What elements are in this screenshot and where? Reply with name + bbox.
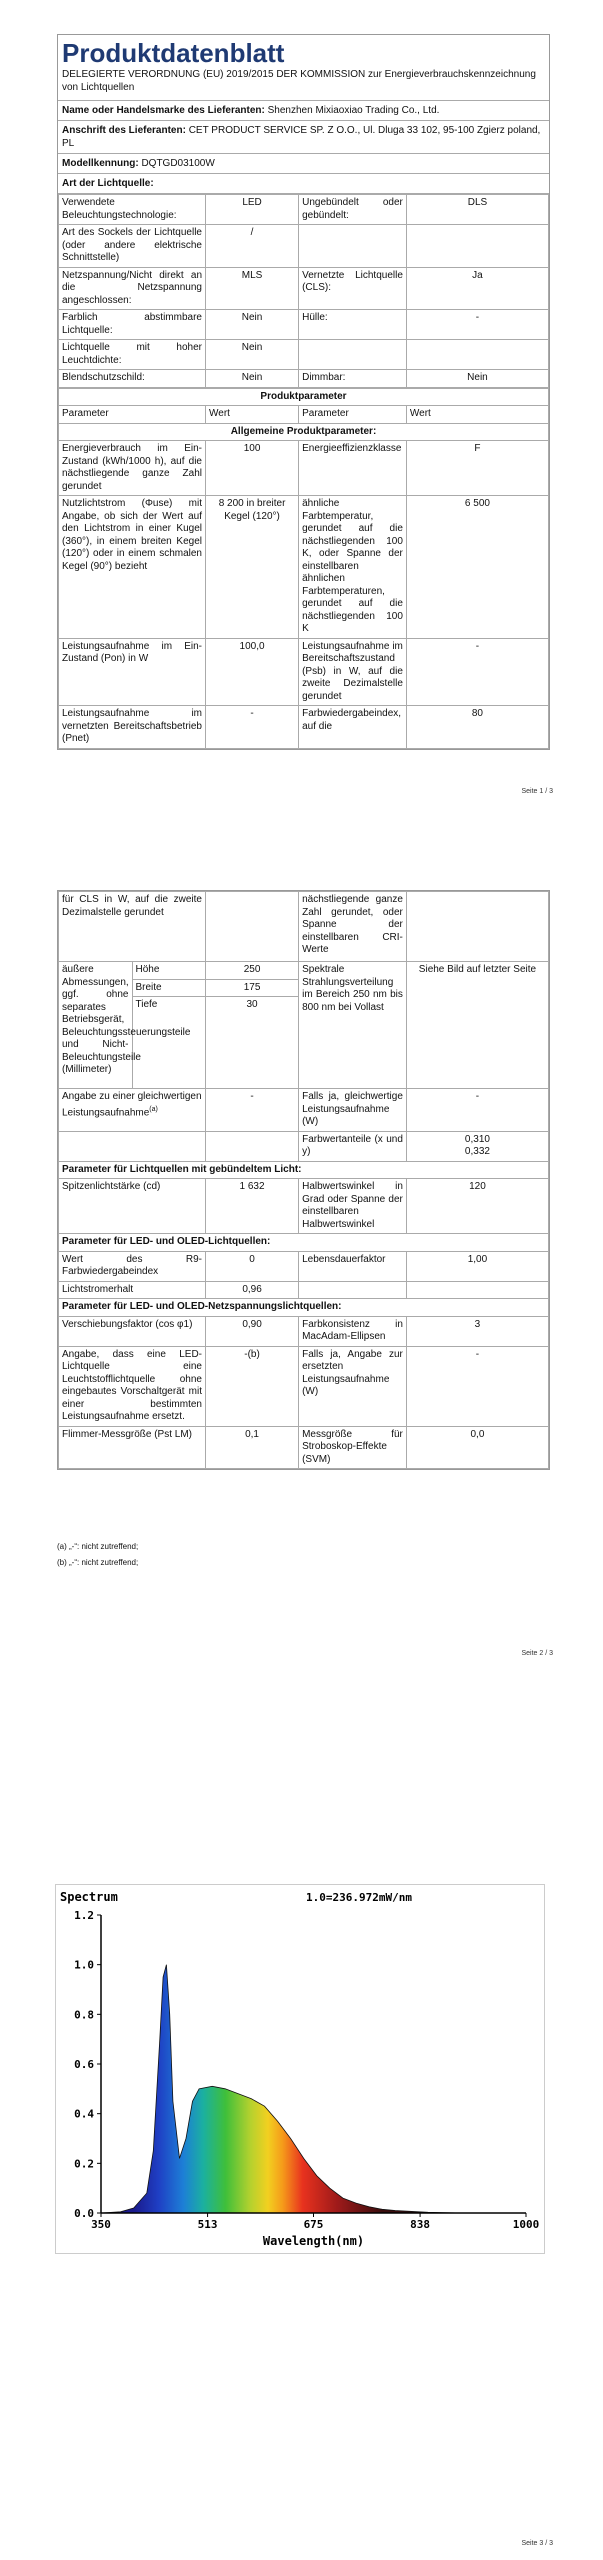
param-label: Leistungsaufnahme im Ein-Zustand (Pon) in W [59, 638, 206, 706]
param-label: Farblich abstimmbare Lichtquelle: [59, 310, 206, 340]
param-label: Messgröße für Stroboskop-Effekte (SVM) [299, 1426, 407, 1469]
param-value: - [406, 1346, 548, 1426]
param-label: Ungebündelt oder gebündelt: [299, 195, 407, 225]
param-value: Ja [406, 267, 548, 310]
param-label: Dimmbar: [299, 370, 407, 388]
param-value: LED [206, 195, 299, 225]
model-line: Modellkennung: DQTGD03100W [58, 154, 549, 174]
table-row [59, 638, 549, 706]
regulation-text: DELEGIERTE VERORDNUNG (EU) 2019/2015 DER KOMMISSION zur Energieverbrauchskennzeichnung von Lichtquellen [62, 69, 536, 93]
param-value: 1,00 [406, 1251, 548, 1281]
table-row [59, 310, 549, 340]
table-row [59, 1426, 549, 1469]
param-value: 6 500 [406, 496, 548, 639]
peak-intensity-value: 1 632 [206, 1179, 299, 1234]
peak-intensity-label: Spitzenlichtstärke (cd) [59, 1179, 206, 1234]
section-product-params: Produktparameter [59, 388, 549, 406]
table-row [59, 441, 549, 496]
param-label: Energieeffizienzklasse [299, 441, 407, 496]
chart-annotation: 1.0=236.972mW/nm [306, 1891, 412, 1904]
param-value: 0,1 [206, 1426, 299, 1469]
param-label [299, 225, 407, 268]
table-row [59, 1281, 549, 1299]
y-tick-label: 0.2 [74, 2157, 94, 2171]
spectrum-svg [56, 1885, 546, 2255]
param-value [406, 225, 548, 268]
param-value: -(b) [206, 1346, 299, 1426]
chart-title: Spectrum [60, 1890, 118, 1904]
product-params-table [58, 388, 549, 749]
param-value: 100 [206, 441, 299, 496]
dim-height-value: 250 [206, 962, 299, 980]
table-row [59, 340, 549, 370]
spectral-label: Spektrale Strahlungsverteilung im Bereich 250 nm bis 800 nm bei Vollast [299, 962, 407, 1089]
dim-depth-value: 30 [206, 997, 299, 1089]
section-general-params: Allgemeine Produktparameter: [59, 423, 549, 441]
table-row [59, 370, 549, 388]
address-line: Anschrift des Lieferanten: CET PRODUCT SERVICE SP. Z O.O., Ul. Dluga 33 102, 95-100 Zgierz poland, PL [58, 121, 549, 154]
col-header-value: Wert [406, 406, 548, 424]
y-tick-label: 0.8 [74, 2008, 94, 2022]
chroma-label: Farbwertanteile (x und y) [299, 1131, 407, 1161]
page-number: Seite 3 / 3 [521, 2540, 553, 2547]
dim-depth-label: Tiefe [132, 997, 206, 1089]
beam-angle-value: 120 [406, 1179, 548, 1234]
table-row [59, 225, 549, 268]
footnote-b: (b) „-“: nicht zutreffend; [57, 1558, 139, 1567]
page-number: Seite 1 / 3 [521, 788, 553, 795]
param-label [299, 1281, 407, 1299]
beam-angle-label: Halbwertswinkel in Grad oder Spanne der einstellbaren Halbwertswinkel [299, 1179, 407, 1234]
y-tick-label: 1.0 [74, 1958, 94, 1972]
param-value: MLS [206, 267, 299, 310]
spectrum-area [101, 1965, 526, 2213]
param-value: Nein [206, 370, 299, 388]
col-header-value: Wert [206, 406, 299, 424]
x-axis-label: Wavelength(nm) [262, 2234, 365, 2248]
datasheet-frame-p1 [57, 34, 550, 750]
section-led-oled: Parameter für LED- und OLED-Lichtquellen: [59, 1234, 549, 1252]
param-label: Leistungsaufnahme im Bereitschaftszustand (Psb) in W, auf die zweite Dezimalstelle gerundet [299, 638, 407, 706]
footnote-a: (a) „-“: nicht zutreffend; [57, 1542, 139, 1551]
param-value [406, 340, 548, 370]
param-value: F [406, 441, 548, 496]
light-type-table [58, 194, 549, 388]
equiv-label: Angabe zu einer gleichwertigen Leistungsaufnahme$^{(a)}$ [59, 1089, 206, 1132]
continued-table [58, 891, 549, 1469]
page-1 [0, 0, 603, 820]
param-value [406, 1281, 548, 1299]
param-label: Energieverbrauch im Ein-Zustand (kWh/1000 h), auf die nächstliegende ganze Zahl gerundet [59, 441, 206, 496]
y-tick-label: 1.2 [74, 1909, 94, 1922]
param-label: Falls ja, Angabe zur ersetzten Leistungsaufnahme (W) [299, 1346, 407, 1426]
param-label: Farbwiedergabeindex, auf die [299, 706, 407, 749]
page-3 [0, 1850, 603, 2560]
param-label: Lichtquelle mit hoher Leuchtdichte: [59, 340, 206, 370]
dims-label: äußere Abmessungen, ggf. ohne separates Betriebsgerät, Beleuchtungssteuerungsteile und Nicht-Beleuchtungsteile (Millimeter) [59, 962, 133, 1089]
param-label: Hülle: [299, 310, 407, 340]
y-tick-label: 0.6 [74, 2058, 94, 2071]
col-header-param: Parameter [299, 406, 407, 424]
x-tick-label: 675 [303, 2218, 324, 2231]
param-value: - [406, 638, 548, 706]
y-tick-label: 0.4 [74, 2107, 94, 2121]
param-label: Nutzlichtstrom (Φuse) mit Angabe, ob sich der Wert auf den Lichtstrom in einer Kugel (360°), in einem breiten Kegel (120°) oder in einem schmalen Kegel (90°) bezieht [59, 496, 206, 639]
equiv-power-label: Falls ja, gleichwertige Leistungsaufnahme (W) [299, 1089, 407, 1132]
param-value: 100,0 [206, 638, 299, 706]
param-value: / [206, 225, 299, 268]
page-number: Seite 2 / 3 [521, 1650, 553, 1657]
param-label: Vernetzte Lichtquelle (CLS): [299, 267, 407, 310]
param-label: Flimmer-Messgröße (Pst LM) [59, 1426, 206, 1469]
x-tick-label: 350 [91, 2218, 111, 2231]
param-value: - [406, 310, 548, 340]
x-tick-label: 1000 [512, 2218, 540, 2231]
dim-width-label: Breite [132, 979, 206, 997]
param-value: Nein [206, 310, 299, 340]
param-value: - [206, 706, 299, 749]
param-label: Lebensdauerfaktor [299, 1251, 407, 1281]
table-row [59, 496, 549, 639]
table-row [59, 267, 549, 310]
dim-height-label: Höhe [132, 962, 206, 980]
param-value: 0 [206, 1251, 299, 1281]
param-value: 80 [406, 706, 548, 749]
param-label: Farbkonsistenz in MacAdam-Ellipsen [299, 1316, 407, 1346]
equiv-power-value: - [406, 1089, 548, 1132]
param-label: Leistungsaufnahme im vernetzten Bereitschaftsbetrieb (Pnet) [59, 706, 206, 749]
param-label: Wert des R9-Farbwiedergabeindex [59, 1251, 206, 1281]
page-title: Produktdatenblatt [62, 38, 285, 68]
param-value: 3 [406, 1316, 548, 1346]
datasheet-frame-p2 [57, 890, 550, 1470]
pnet-cont: für CLS in W, auf die zweite Dezimalstelle gerundet [59, 892, 206, 962]
table-row [59, 1346, 549, 1426]
param-label: Verschiebungsfaktor (cos φ1) [59, 1316, 206, 1346]
chroma-value: 0,310 0,332 [406, 1131, 548, 1161]
param-value: 8 200 in breiter Kegel (120°) [206, 496, 299, 639]
section-led-oled-mains: Parameter für LED- und OLED-Netzspannungslichtquellen: [59, 1299, 549, 1317]
param-label: Verwendete Beleuchtungstechnologie: [59, 195, 206, 225]
header [58, 35, 549, 101]
cri-cont: nächstliegende ganze Zahl gerundet, oder Spanne der einstellbaren CRI-Werte [299, 892, 407, 962]
param-value: Nein [406, 370, 548, 388]
param-label: Art des Sockels der Lichtquelle (oder andere elektrische Schnittstelle) [59, 225, 206, 268]
x-tick-label: 838 [410, 2218, 431, 2231]
param-label: ähnliche Farbtemperatur, gerundet auf die nächstliegenden 100 K, oder Spanne der einstellbaren ähnlichen Farbtemperaturen, gerundet auf die nächstliegenden 100 K [299, 496, 407, 639]
spectrum-chart [55, 1884, 545, 2254]
param-label: Netzspannung/Nicht direkt an die Netzspannung angeschlossen: [59, 267, 206, 310]
spectral-value: Siehe Bild auf letzter Seite [406, 962, 548, 1089]
param-label: Blendschutzschild: [59, 370, 206, 388]
param-value: 0,0 [406, 1426, 548, 1469]
param-value: DLS [406, 195, 548, 225]
param-value: Nein [206, 340, 299, 370]
x-tick-label: 513 [197, 2218, 218, 2231]
table-row [59, 195, 549, 225]
table-row [59, 1316, 549, 1346]
table-row [59, 706, 549, 749]
table-row [59, 1251, 549, 1281]
section-light-type: Art der Lichtquelle: [58, 174, 549, 194]
page-2 [0, 880, 603, 1680]
section-directed: Parameter für Lichtquellen mit gebündeltem Licht: [59, 1161, 549, 1179]
param-label: Lichtstromerhalt [59, 1281, 206, 1299]
y-tick-label: 0.0 [74, 2207, 94, 2220]
param-label: Angabe, dass eine LED-Lichtquelle eine Leuchtstofflichtquelle ohne eingebautes Vorschaltgerät mit einer bestimmten Leistungsaufnahme ersetzt. [59, 1346, 206, 1426]
equiv-value: - [206, 1089, 299, 1132]
dim-width-value: 175 [206, 979, 299, 997]
supplier-line: Name oder Handelsmarke des Lieferanten: Shenzhen Mixiaoxiao Trading Co., Ltd. [58, 101, 549, 121]
col-header-param: Parameter [59, 406, 206, 424]
param-value: 0,96 [206, 1281, 299, 1299]
param-label [299, 340, 407, 370]
param-value: 0,90 [206, 1316, 299, 1346]
